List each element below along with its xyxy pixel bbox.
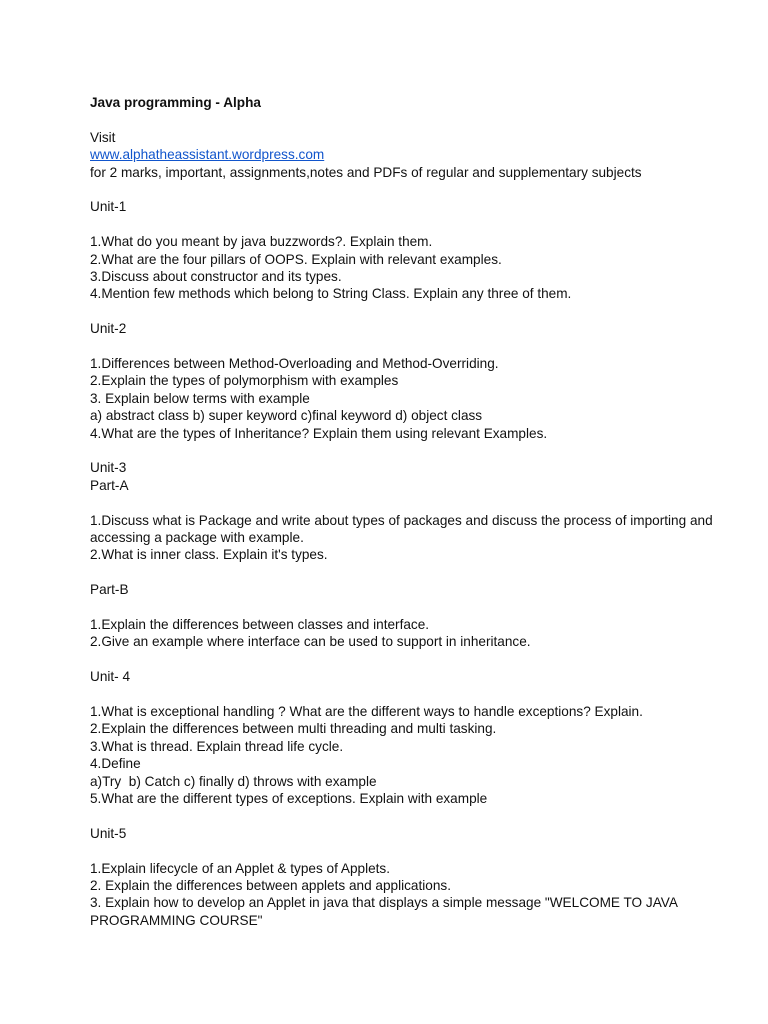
spacer [90,599,750,616]
website-link[interactable]: www.alphatheassistant.wordpress.com [90,147,325,163]
unit-2-heading: Unit-2 [90,321,127,337]
spacer [90,686,750,703]
unit-4-question: 1.What is exceptional handling ? What are the different ways to handle exceptions? Explain. [90,704,643,720]
spacer [90,494,750,511]
unit-3-part-a-question: 1.Discuss what is Package and write about types of packages and discuss the process of importing and accessing a package with example. [90,512,713,546]
spacer [90,303,750,320]
document-title: Java programming - Alpha [90,95,261,110]
unit-1-question: 1.What do you meant by java buzzwords?. Explain them. [90,234,433,250]
unit-2-question: 2.Explain the types of polymorphism with examples [90,373,399,389]
unit-5-question: 3. Explain how to develop an Applet in java that displays a simple message "WELCOME TO JAVA PROGRAMMING COURSE" [90,895,678,928]
spacer [90,442,750,459]
spacer [90,111,750,128]
unit-5-question: 2. Explain the differences between applets and applications. [90,878,451,894]
spacer [90,338,750,355]
spacer [90,181,750,198]
unit-3-heading: Unit-3 [90,460,127,476]
unit-4-question: 5.What are the different types of exceptions. Explain with example [90,791,488,807]
unit-1-question: 3.Discuss about constructor and its types. [90,269,342,285]
intro-text: for 2 marks, important, assignments,notes and PDFs of regular and supplementary subjects [90,164,642,180]
document-page [90,94,750,929]
unit-4-question: 3.What is thread. Explain thread life cycle. [90,738,344,754]
unit-5-heading: Unit-5 [90,825,127,841]
unit-1-question: 4.Mention few methods which belong to String Class. Explain any three of them. [90,286,572,302]
spacer [90,842,750,859]
unit-1-question: 2.What are the four pillars of OOPS. Explain with relevant examples. [90,251,502,267]
unit-4-question: 4.Define [90,756,141,772]
unit-2-question: a) abstract class b) super keyword c)final keyword d) object class [90,408,483,424]
unit-1-heading: Unit-1 [90,199,127,215]
unit-3-part-b-question: 2.Give an example where interface can be used to support in inheritance. [90,634,531,650]
unit-3-part-a-heading: Part-A [90,477,129,493]
unit-2-question: 4.What are the types of Inheritance? Explain them using relevant Examples. [90,425,548,441]
spacer [90,216,750,233]
unit-4-question: a)Try b) Catch c) finally d) throws with example [90,773,377,789]
unit-5-question: 1.Explain lifecycle of an Applet & types of Applets. [90,860,390,876]
unit-2-question: 1.Differences between Method-Overloading and Method-Overriding. [90,356,499,372]
unit-3-part-b-heading: Part-B [90,582,129,598]
unit-3-part-a-question: 2.What is inner class. Explain it's types. [90,547,328,563]
unit-4-heading: Unit- 4 [90,669,131,685]
spacer [90,564,750,581]
unit-3-part-b-question: 1.Explain the differences between classes and interface. [90,617,430,633]
unit-2-question: 3. Explain below terms with example [90,390,310,406]
unit-4-question: 2.Explain the differences between multi threading and multi tasking. [90,721,497,737]
spacer [90,807,750,824]
spacer [90,651,750,668]
visit-label: Visit [90,129,116,145]
